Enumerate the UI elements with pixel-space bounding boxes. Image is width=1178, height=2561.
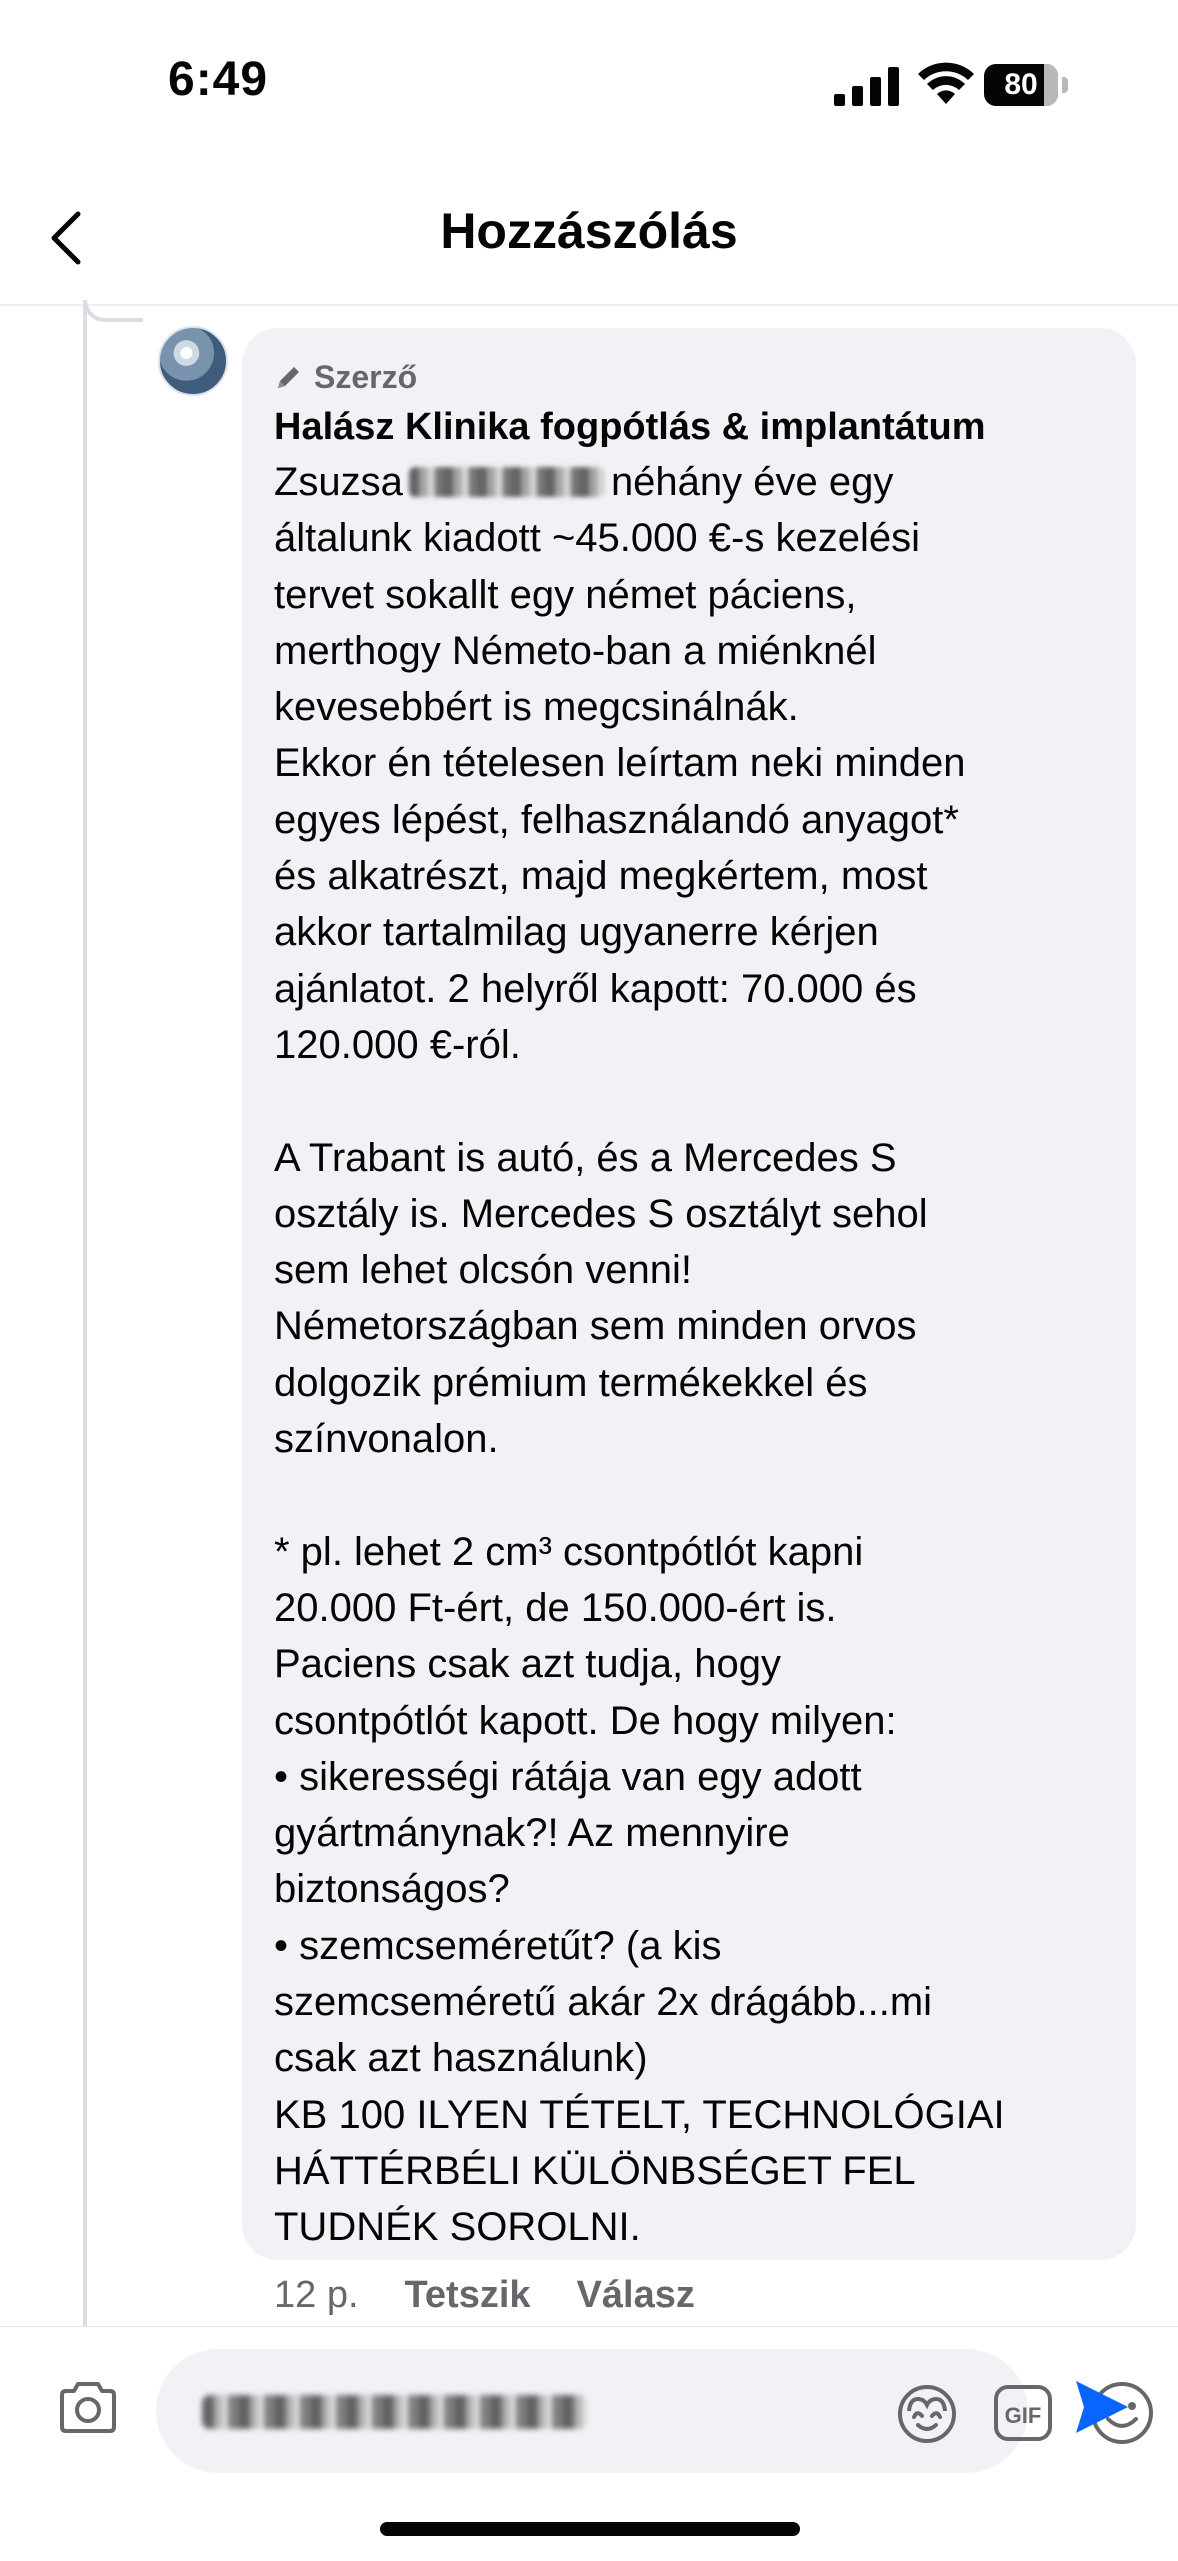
gif-icon[interactable]	[992, 2383, 1054, 2443]
reply-button[interactable]: Válasz	[576, 2274, 695, 2316]
thread-connector	[83, 300, 143, 322]
pencil-icon	[274, 362, 304, 392]
author-badge-label: Szerző	[314, 358, 418, 395]
svg-text:GIF: GIF	[1004, 2403, 1042, 2428]
status-time: 6:49	[168, 53, 269, 106]
comment-timestamp: 12 p.	[274, 2274, 359, 2316]
blurred-surname	[409, 467, 605, 497]
comment-input[interactable]	[202, 2387, 726, 2437]
author-badge	[274, 356, 1106, 398]
home-indicator	[380, 2522, 800, 2536]
send-icon[interactable]	[1070, 2375, 1132, 2439]
battery-indicator	[984, 64, 1070, 106]
comment-author-name[interactable]: Halász Klinika fogpótlás & implantátum	[274, 406, 986, 448]
wifi-icon	[918, 60, 974, 106]
comment-input-container[interactable]	[156, 2349, 1042, 2473]
author-avatar[interactable]	[158, 326, 228, 396]
thread-line	[83, 306, 87, 2326]
avatar-sticker-icon[interactable]	[894, 2381, 960, 2447]
comment-bubble	[242, 328, 1136, 2260]
comment-actions	[274, 2274, 695, 2317]
cellular-signal-icon	[832, 66, 904, 106]
header	[0, 170, 1178, 306]
camera-icon[interactable]	[56, 2379, 120, 2435]
like-button[interactable]: Tetszik	[404, 2274, 531, 2316]
mentioned-user[interactable]: Zsuzsa	[274, 460, 403, 504]
battery-level: 80	[1004, 68, 1038, 101]
page-title: Hozzászólás	[440, 203, 738, 259]
comment-text	[274, 454, 1106, 2256]
comment-body: néhány éve egy általunk kiadott ~45.000 €-s kezelési tervet sokallt egy német páciens, merthogy Németo-ban a miénknél kevesebbért is megcsinálnák. Ekkor én tételesen leírtam neki minden egyes lépést, felhasználandó anyagot* és alkatrészt, majd megkértem, most akkor tartalmilag ugyanerre kérjen ajánlatot. 2 helyről kapott: 70.000 és 120.000 €-ról. A Trabant is autó, és a Mercedes S osztály is. Mercedes S osztályt sehol sem lehet olcsón venni! Németországban sem minden orvos dolgozik prémium termékekkel és színvonalon. * pl. lehet 2 cm³ csontpótlót kapni 20.000 Ft-ért, de 150.000-ért is. Paciens csak azt tudja, hogy csontpótlót kapott. De hogy milyen: • sikerességi rátája van egy adott gyártmánynak?! Az mennyire biztonságos? • szemcseméretűt? (a kis szemcseméretű akár 2x drágább...mi csak azt használunk) KB 100 ILYEN TÉTELT, TECHNOLÓGIAI HÁTTÉRBÉLI KÜLÖNBSÉGET FEL TUDNÉK SOROLNI.	[274, 460, 1005, 2250]
status-bar	[0, 0, 1178, 170]
